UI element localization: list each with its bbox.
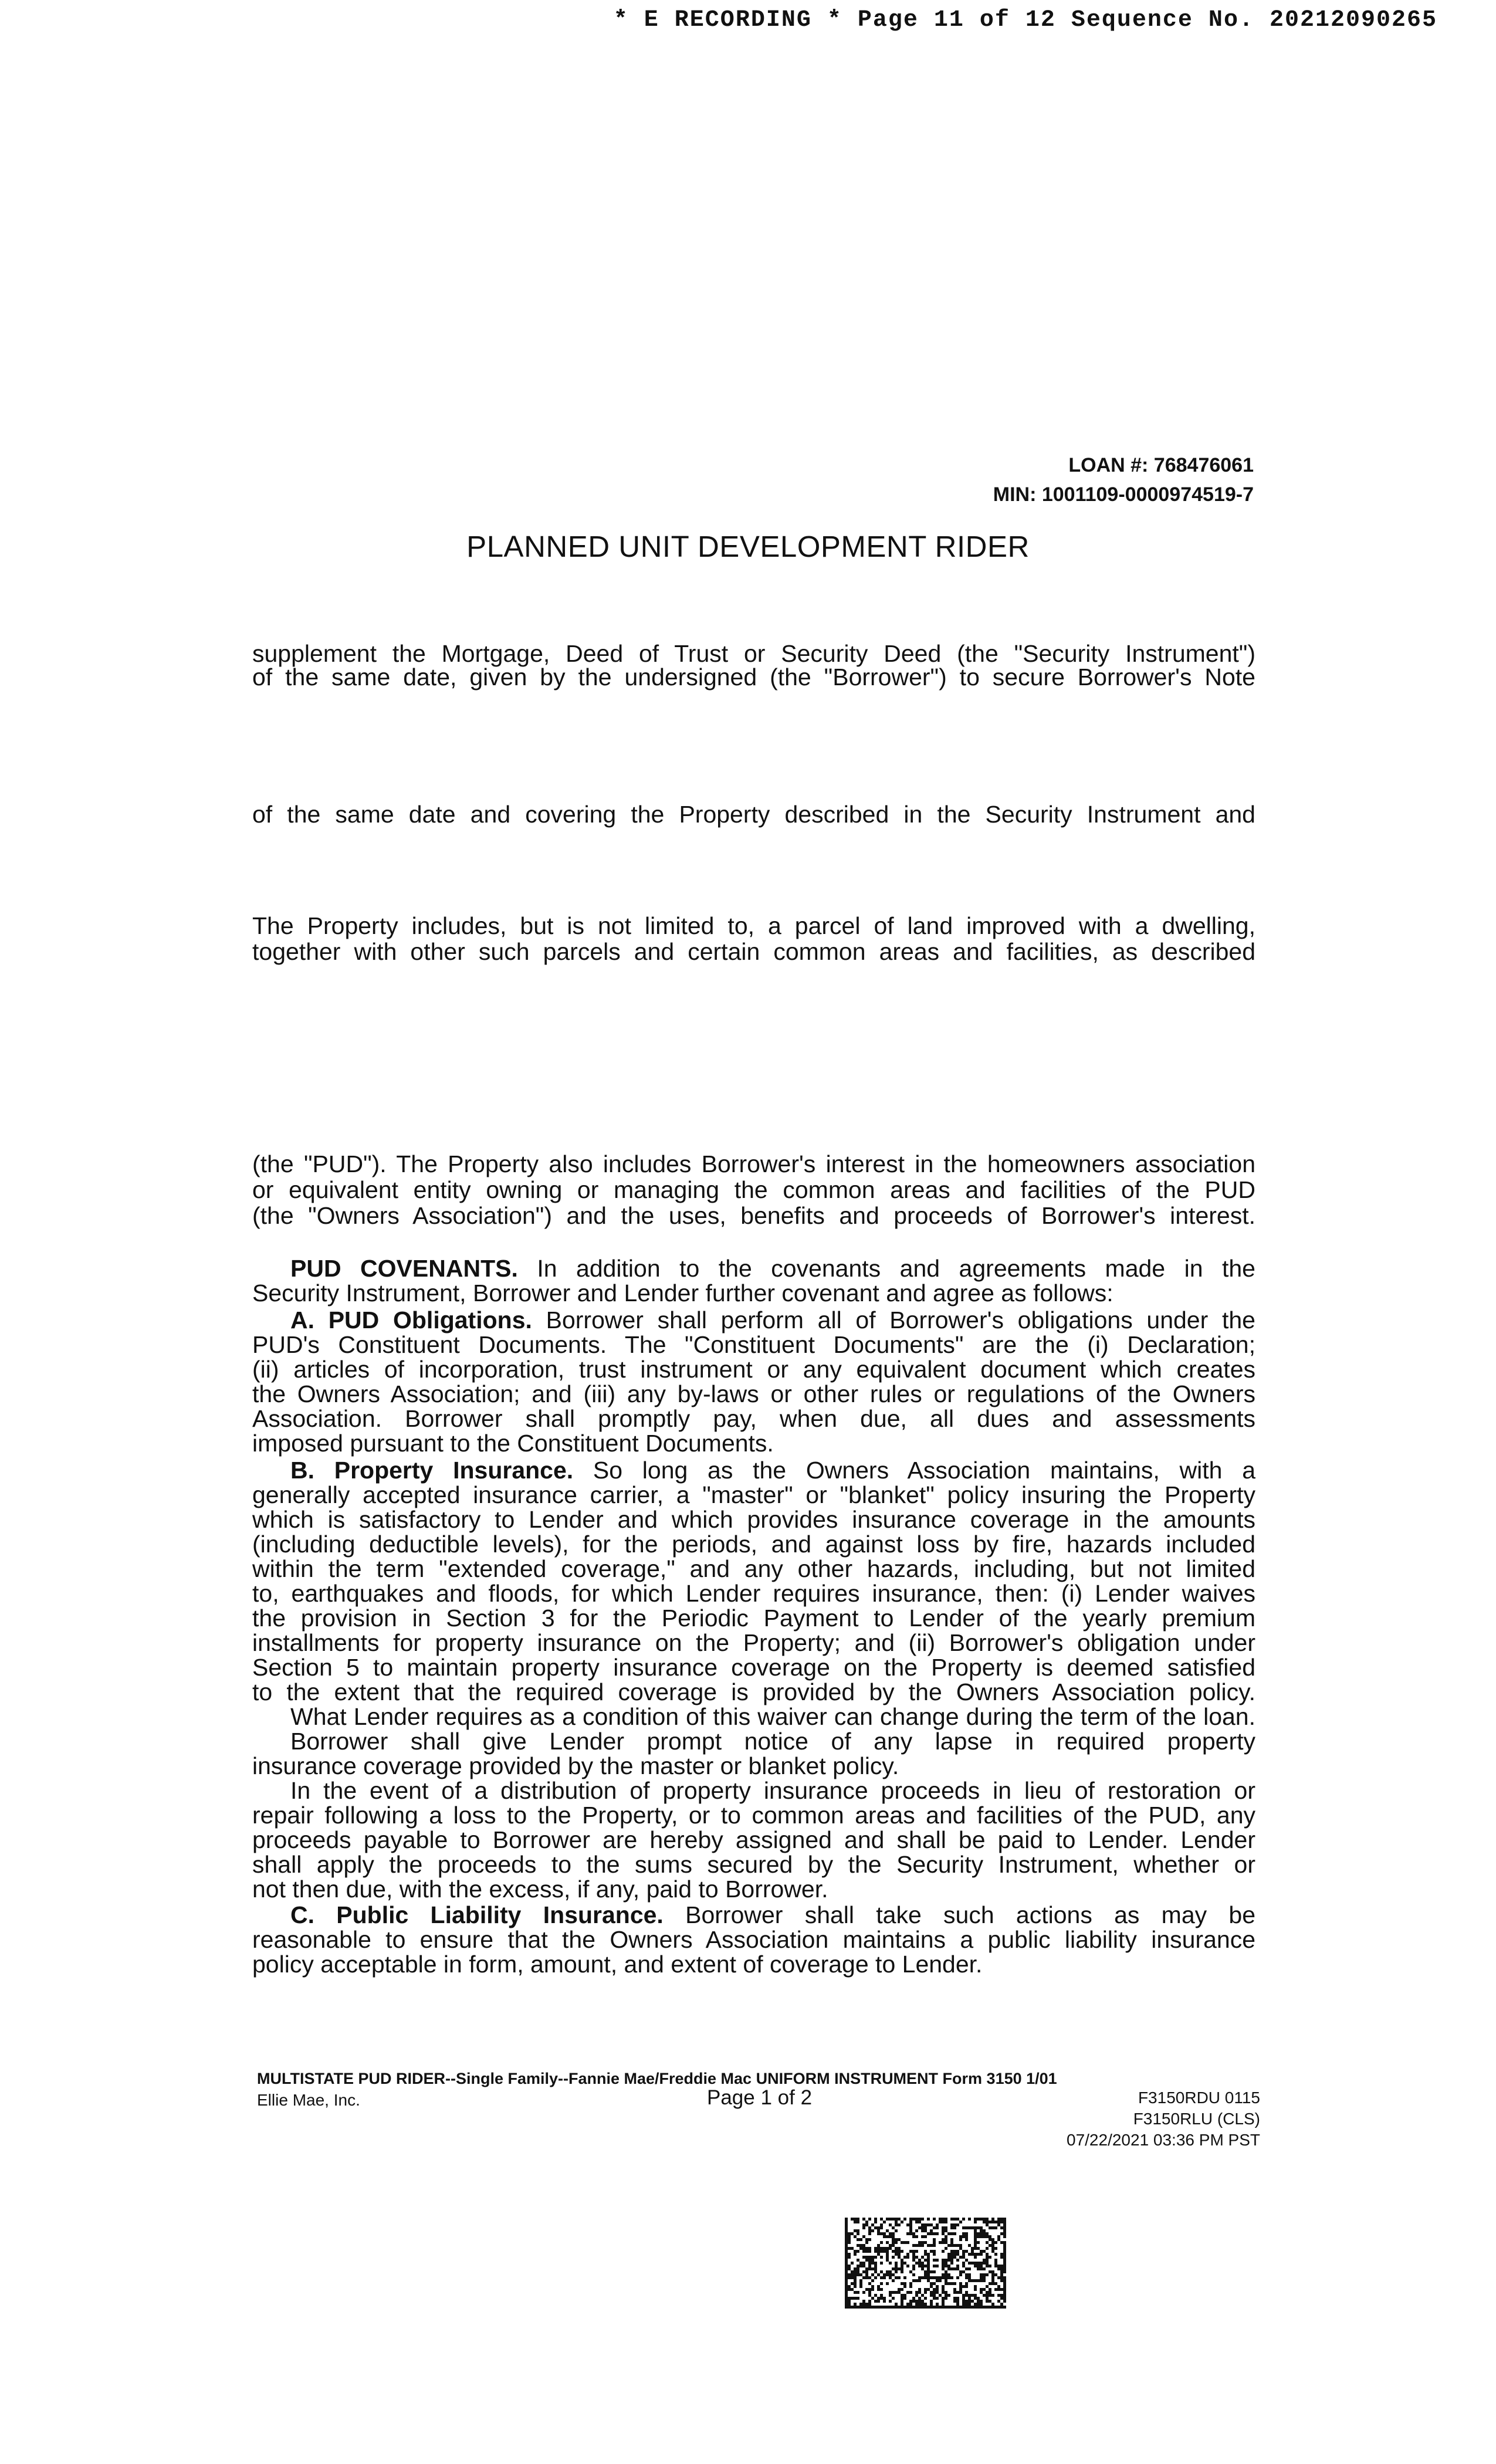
covenants-line-2: Security Instrument, Borrower and Lender further covenant and agree as follows:: [252, 1280, 1113, 1307]
section-b-line-9: Section 5 to maintain property insurance coverage on the Property is deemed satisfied: [252, 1654, 1255, 1681]
page-title: PLANNED UNIT DEVELOPMENT RIDER: [466, 530, 1030, 563]
footer-form-line: MULTISTATE PUD RIDER--Single Family--Fannie Mae/Freddie Mac UNIFORM INSTRUMENT Form 3150 1/01: [257, 2070, 1057, 2087]
covenants-heading: PUD COVENANTS.: [290, 1255, 518, 1282]
section-a-line-5: Association. Borrower shall promptly pay, when due, all dues and assessments: [252, 1405, 1255, 1432]
section-a-heading: A. PUD Obligations.: [290, 1307, 532, 1333]
section-b-line-13: insurance coverage provided by the master or blanket policy.: [252, 1752, 899, 1779]
section-b-line-10: to the extent that the required coverage is provided by the Owners Association policy.: [252, 1678, 1255, 1705]
intro-line-6: of the same date and covering the Property described in the Security Instrument and: [252, 801, 1255, 828]
section-b-line-16: proceeds payable to Borrower are hereby assigned and shall be paid to Lender. Lender: [252, 1826, 1255, 1853]
section-b-line-15: repair following a loss to the Property, or to common areas and facilities of the PUD, any: [252, 1802, 1255, 1829]
section-b-line-8: installments for property insurance on the Property; and (ii) Borrower's obligation under: [252, 1629, 1255, 1656]
barcode-icon: [845, 2218, 1006, 2309]
loan-identifiers: [993, 451, 1254, 509]
covenants-line-1: PUD COVENANTS. In addition to the covenants and agreements made in the: [290, 1255, 1255, 1282]
section-b-line-2: generally accepted insurance carrier, a "master" or "blanket" policy insuring the Property: [252, 1481, 1255, 1508]
property-line-2: together with other such parcels and certain common areas and facilities, as described: [252, 938, 1255, 965]
section-b-line-1: B. Property Insurance. So long as the Owners Association maintains, with a: [290, 1457, 1255, 1484]
section-b-line-11: What Lender requires as a condition of this waiver can change during the term of the loan.: [290, 1703, 1255, 1730]
section-c-line-3: policy acceptable in form, amount, and extent of coverage to Lender.: [252, 1951, 983, 1978]
section-b-line-18: not then due, with the excess, if any, paid to Borrower.: [252, 1876, 828, 1903]
property-line-7: (the "Owners Association") and the uses, benefits and proceeds of Borrower's interest.: [252, 1202, 1255, 1229]
footer-codes: [1067, 2087, 1260, 2151]
section-a-line-2: PUD's Constituent Documents. The "Constituent Documents" are the (i) Declaration;: [252, 1331, 1255, 1358]
section-a-line-6: imposed pursuant to the Constituent Documents.: [252, 1430, 774, 1457]
property-line-6: or equivalent entity owning or managing the common areas and facilities of the PUD: [252, 1176, 1255, 1203]
section-a-line-4: the Owners Association; and (iii) any by-laws or other rules or regulations of the Owners: [252, 1380, 1255, 1407]
section-b-line-5: within the term "extended coverage," and any other hazards, including, but not limited: [252, 1555, 1255, 1582]
section-b-line-17: shall apply the proceeds to the sums secured by the Security Instrument, whether or: [252, 1851, 1255, 1878]
recording-header: * E RECORDING * Page 11 of 12 Sequence No. 20212090265: [613, 7, 1437, 33]
section-b-line-6: to, earthquakes and floods, for which Lender requires insurance, then: (i) Lender waives: [252, 1580, 1255, 1607]
section-b-heading: B. Property Insurance.: [290, 1457, 574, 1484]
section-c-line-1: C. Public Liability Insurance. Borrower shall take such actions as may be: [290, 1901, 1255, 1928]
section-b-line-4: (including deductible levels), for the periods, and against loss by fire, hazards included: [252, 1531, 1255, 1558]
section-b-line-7: the provision in Section 3 for the Periodic Payment to Lender of the yearly premium: [252, 1605, 1255, 1632]
section-b-line-3: which is satisfactory to Lender and which provides insurance coverage in the amounts: [252, 1506, 1255, 1533]
section-a-line-3: (ii) articles of incorporation, trust instrument or any equivalent document which creates: [252, 1356, 1255, 1383]
section-b-line-12: Borrower shall give Lender prompt notice of any lapse in required property: [290, 1728, 1255, 1755]
property-line-1: The Property includes, but is not limited to, a parcel of land improved with a dwelling,: [252, 912, 1255, 939]
footer-timestamp: 07/22/2021 03:36 PM PST: [1067, 2131, 1260, 2149]
intro-line-4: of the same date, given by the undersigned (the "Borrower") to secure Borrower's Note: [252, 664, 1255, 691]
footer-page-number: Page 1 of 2: [707, 2086, 813, 2109]
section-b-line-14: In the event of a distribution of property insurance proceeds in lieu of restoration or: [290, 1777, 1255, 1804]
footer-code-1: F3150RDU 0115: [1138, 2089, 1260, 2107]
property-line-5: (the "PUD"). The Property also includes Borrower's interest in the homeowners association: [252, 1150, 1255, 1177]
section-c-line-2: reasonable to ensure that the Owners Association maintains a public liability insurance: [252, 1926, 1255, 1953]
intro-line-3: supplement the Mortgage, Deed of Trust or Security Deed (the "Security Instrument"): [252, 640, 1255, 667]
footer-vendor: Ellie Mae, Inc.: [257, 2091, 360, 2109]
loan-number: LOAN #: 768476061: [1068, 454, 1254, 476]
min-number: MIN: 1001109-0000974519-7: [993, 483, 1254, 506]
footer-code-2: F3150RLU (CLS): [1133, 2110, 1260, 2128]
section-c-heading: C. Public Liability Insurance.: [290, 1901, 664, 1928]
section-a-line-1: A. PUD Obligations. Borrower shall perform all of Borrower's obligations under the: [290, 1307, 1255, 1333]
